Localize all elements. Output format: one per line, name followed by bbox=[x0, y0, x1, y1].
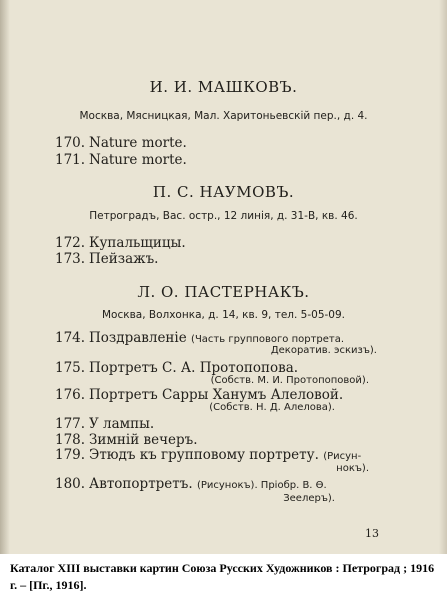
artist-address-pasternak: Москва, Волхонка, д. 14, кв. 9, тел. 5-05-09. bbox=[101, 309, 345, 321]
artist-heading-pasternak: Л. О. ПАСТЕРНАКЪ. bbox=[137, 283, 310, 301]
catalog-entry bbox=[55, 152, 187, 168]
entry-number: 175. bbox=[55, 360, 86, 376]
entry-number: 180. bbox=[55, 476, 86, 492]
entry-number: 176. bbox=[55, 387, 86, 403]
entry-title: Зимній вечеръ. bbox=[89, 432, 198, 448]
entry-note-continued: (Собств. Н. Д. Алелова). bbox=[209, 402, 335, 413]
catalog-entry bbox=[55, 251, 158, 267]
catalog-entry bbox=[55, 135, 187, 151]
catalog-entry bbox=[55, 416, 154, 432]
entry-title: Этюдъ къ групповому портрету. bbox=[89, 447, 319, 463]
entry-number: 179. bbox=[55, 447, 86, 463]
artist-heading-mashkov: И. И. МАШКОВЪ. bbox=[149, 78, 298, 96]
entry-title: Пейзажъ. bbox=[89, 251, 159, 267]
entry-note: (Рисун- bbox=[323, 451, 362, 462]
entry-title: Nature morte. bbox=[89, 152, 187, 168]
entry-title: Портретъ С. А. Протопопова. bbox=[89, 360, 299, 376]
entry-number: 178. bbox=[55, 432, 86, 448]
entry-number: 172. bbox=[55, 235, 86, 251]
artist-heading-naumov: П. С. НАУМОВЪ. bbox=[152, 183, 295, 201]
catalog-entry bbox=[55, 387, 343, 403]
catalog-entry bbox=[55, 360, 298, 376]
catalog-entry bbox=[55, 330, 344, 346]
entry-number: 171. bbox=[55, 152, 86, 168]
entry-title: Автопортретъ. bbox=[89, 476, 193, 492]
page-number: 13 bbox=[365, 527, 379, 540]
entry-number: 170. bbox=[55, 135, 86, 151]
entry-note-continued: (Собств. М. И. Протопоповой). bbox=[210, 375, 369, 386]
entry-number: 174. bbox=[55, 330, 86, 346]
entry-number: 173. bbox=[55, 251, 86, 267]
catalog-entry bbox=[55, 432, 198, 448]
entry-title: У лампы. bbox=[89, 416, 155, 432]
catalog-entry bbox=[55, 447, 361, 463]
entry-note-continued: нокъ). bbox=[336, 463, 369, 474]
artist-address-naumov: Петроградъ, Вас. остр., 12 линія, д. 31-В, кв. 46. bbox=[89, 210, 358, 222]
entry-number: 177. bbox=[55, 416, 86, 432]
entry-title: Портретъ Сарры Ханумъ Алеловой. bbox=[89, 387, 344, 403]
catalog-entry bbox=[55, 476, 327, 492]
entry-note-continued: Декоратив. эскизъ). bbox=[270, 345, 377, 356]
catalog-entry bbox=[55, 235, 186, 251]
entry-title: Поздравленіе bbox=[89, 330, 187, 346]
entry-title: Купальщицы. bbox=[89, 235, 186, 251]
entry-note: (Часть группового портрета. bbox=[191, 334, 345, 345]
source-caption: Каталог XIII выставки картин Союза Русских Художников : Петроград ; 1916 г. – [Пг., 1916]. bbox=[10, 561, 435, 592]
entry-title: Nature morte. bbox=[89, 135, 187, 151]
entry-note-continued: Зеелеръ). bbox=[283, 493, 335, 504]
entry-note: (Рисунокъ). Пріобр. В. Ѳ. bbox=[196, 480, 327, 491]
artist-address-mashkov: Москва, Мясницкая, Мал. Харитоньевскій пер., д. 4. bbox=[79, 110, 368, 122]
